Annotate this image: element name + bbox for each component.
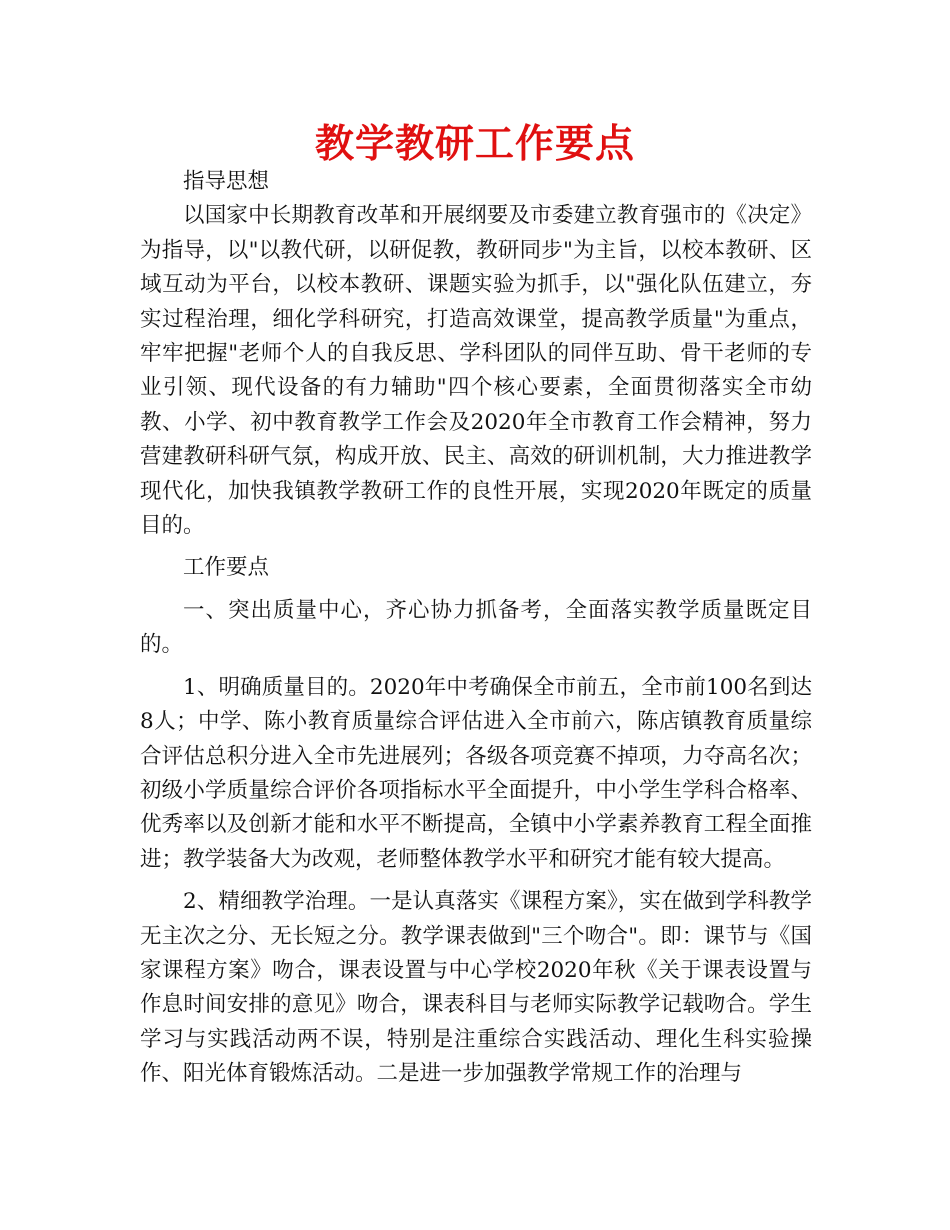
paragraph-quality-goals: 1、明确质量目的。2020年中考确保全市前五，全市前100名到达8人；中学、陈小教育质量综合评估进入全市前六，陈店镇教育质量综合评估总积分进入全市先进展列；各级各项竞赛不掉项，力夺高名次；初级小学质量综合评价各项指标水平全面提升，中小学生学科合格率、优秀率以及创新才能和水平不断提高，全镇中小学素养教育工程全面推进；教学装备大为改观，老师整体教学水平和研究才能有较大提高。 bbox=[140, 674, 812, 872]
document-body bbox=[140, 165, 812, 1092]
section-heading-work-points: 工作要点 bbox=[183, 555, 270, 581]
paragraph-guiding-ideology: 以国家中长期教育改革和开展纲要及市委建立教育强市的《决定》为指导，以"以教代研，以研促教，教研同步"为主旨，以校本教研、区域互动为平台，以校本教研、课题实验为抓手，以"强化队伍建立，夯实过程治理，细化学科研究，打造高效课堂，提高教学质量"为重点，牢牢把握"老师个人的自我反思、学科团队的同伴互助、骨干老师的专业引领、现代设备的有力辅助"四个核心要素，全面贯彻落实全市幼教、小学、初中教育教学工作会及2020年全市教育工作会精神，努力营建教研科研气氛，构成开放、民主、高效的研训机制，大力推进教学现代化，加快我镇教学教研工作的良性开展，实现2020年既定的质量目的。 bbox=[140, 203, 813, 539]
document-title: 教学教研工作要点 bbox=[314, 121, 635, 167]
section-heading-guiding-ideology: 指导思想 bbox=[183, 169, 270, 194]
paragraph-point-one: 一、突出质量中心，齐心协力抓备考，全面落实教学质量既定目的。 bbox=[140, 597, 812, 658]
paragraph-teaching-management: 2、精细教学治理。一是认真落实《课程方案》，实在做到学科教学无主次之分、无长短之分。教学课表做到"三个吻合"。即：课节与《国家课程方案》吻合，课表设置与中心学校2020年秋《关于课表设置与作息时间安排的意见》吻合，课表科目与老师实际教学记载吻合。学生学习与实践活动两不误，特别是注重综合实践活动、理化生科实验操作、阳光体育锻炼活动。二是进一步加强教学常规工作的治理与 bbox=[140, 889, 812, 1087]
